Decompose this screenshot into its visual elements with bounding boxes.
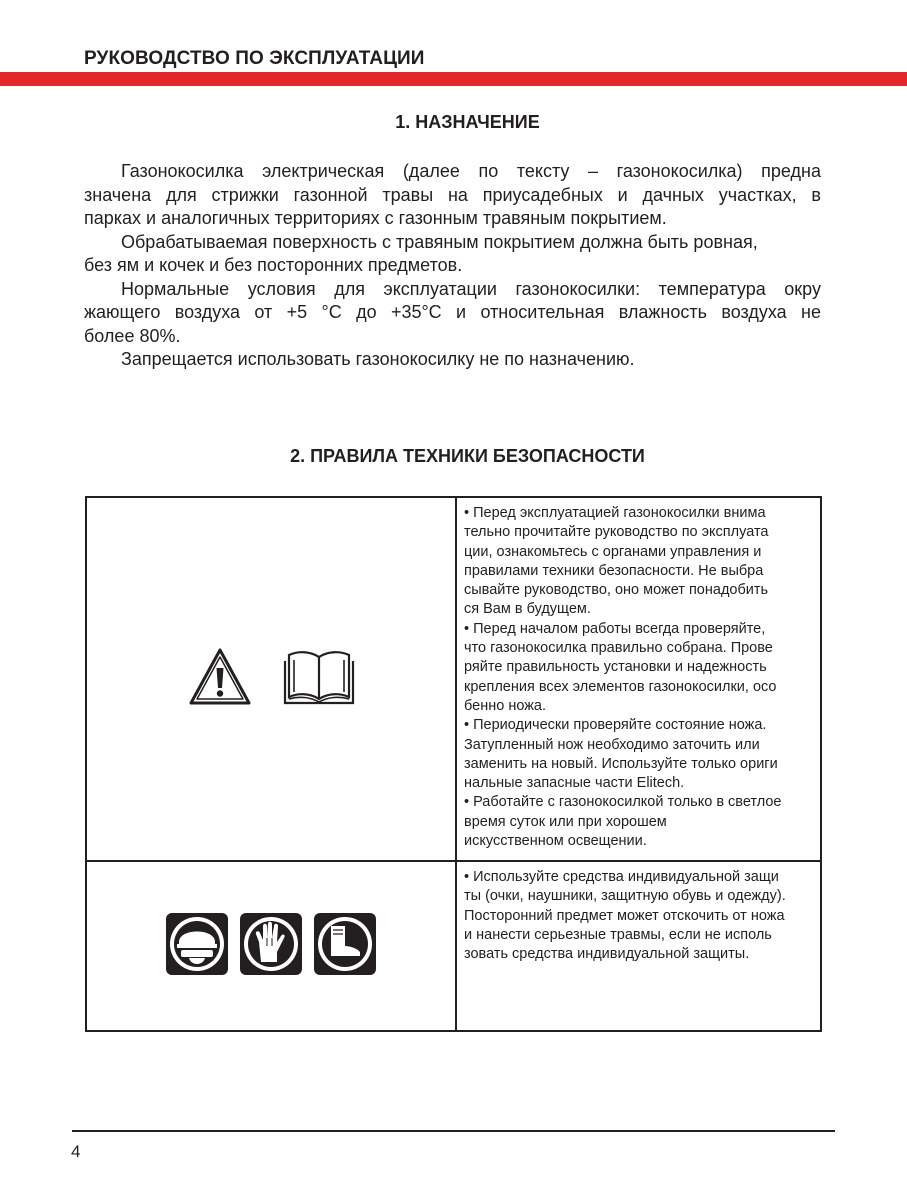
- section-1-title: 1. НАЗНАЧЕНИЕ: [395, 112, 540, 132]
- rule-line: Посторонний предмет может отскочить от ножа: [464, 907, 785, 924]
- gloves-icon: [239, 912, 303, 981]
- rule-line: искусственном освещении.: [464, 833, 647, 850]
- rules-text-cell: [456, 861, 821, 1031]
- warning-triangle-icon: [187, 646, 253, 713]
- paragraph-line: Нормальные условия для эксплуатации газонокосилки: температура окру: [121, 278, 821, 299]
- safety-rules-table: [85, 496, 822, 1032]
- section-2-title: 2. ПРАВИЛА ТЕХНИКИ БЕЗОПАСНОСТИ: [290, 446, 645, 466]
- paragraph-line: без ям и кочек и без посторонних предметов.: [84, 255, 463, 275]
- rule-line: ряйте правильность установки и надежность: [464, 659, 767, 676]
- document-header-title: РУКОВОДСТВО ПО ЭКСПЛУАТАЦИИ: [84, 48, 425, 69]
- paragraph-line: парках и аналогичных территориях с газонным травяным покрытием.: [84, 208, 667, 228]
- table-row: [86, 861, 821, 1031]
- rule-line: • Используйте средства индивидуальной защи: [464, 869, 779, 885]
- safety-boots-icon: [313, 912, 377, 981]
- rule-line: тельно прочитайте руководство по эксплуата: [464, 524, 769, 541]
- rule-line: нальные запасные части Elitech.: [464, 775, 685, 792]
- rule-line: ся Вам в будущем.: [464, 601, 591, 618]
- rule-line: сывайте руководство, оно может понадобить: [464, 582, 769, 599]
- rule-line: • Работайте с газонокосилкой только в светлое: [464, 794, 782, 811]
- rule-line: ты (очки, наушники, защитную обувь и одежду).: [464, 888, 786, 905]
- table-row: [86, 497, 821, 861]
- rule-line: время суток или при хорошем: [464, 813, 667, 830]
- manual-book-icon: [283, 647, 355, 712]
- page-number: 4: [71, 1142, 81, 1161]
- rule-line: что газонокосилка правильно собрана. Прове: [464, 640, 773, 657]
- rule-line: • Перед началом работы всегда проверяйте,: [464, 620, 766, 637]
- paragraph-line: Газонокосилка электрическая (далее по тексту – газонокосилка) предна: [121, 161, 821, 181]
- rule-line: крепления всех элементов газонокосилки, осо: [464, 678, 777, 695]
- rule-line: и нанести серьезные травмы, если не исполь: [464, 926, 772, 943]
- rule-line: бенно ножа.: [464, 697, 547, 714]
- rule-line: зовать средства индивидуальной защиты.: [464, 946, 750, 963]
- rule-line: ции, ознакомьтесь с органами управления и: [464, 543, 762, 560]
- icon-cell: [86, 497, 456, 861]
- footer-rule: [72, 1130, 835, 1132]
- rule-line: правилами техники безопасности. Не выбра: [464, 562, 764, 579]
- paragraph-line: Обрабатываемая поверхность с травяным покрытием должна быть ровная,: [121, 231, 758, 252]
- head-protection-icon: [165, 912, 229, 981]
- rule-line: • Перед эксплуатацией газонокосилки внима: [464, 505, 766, 521]
- header-red-bar: [0, 72, 907, 86]
- rule-line: Затупленный нож необходимо заточить или: [464, 736, 760, 753]
- rule-line: заменить на новый. Используйте только ориги: [464, 755, 778, 772]
- rules-text-cell: [456, 497, 821, 861]
- section-1-body: [84, 160, 821, 372]
- icon-cell: [86, 861, 456, 1031]
- paragraph-line: жающего воздуха от +5 °С до +35°С и относительная влажность воздуха не: [84, 302, 821, 322]
- paragraph-line: Запрещается использовать газонокосилку не по назначению.: [121, 349, 635, 369]
- paragraph-line: значена для стрижки газонной травы на приусадебных и дачных участках, в: [84, 184, 821, 205]
- paragraph-line: более 80%.: [84, 325, 181, 346]
- rule-line: • Периодически проверяйте состояние ножа.: [464, 717, 767, 734]
